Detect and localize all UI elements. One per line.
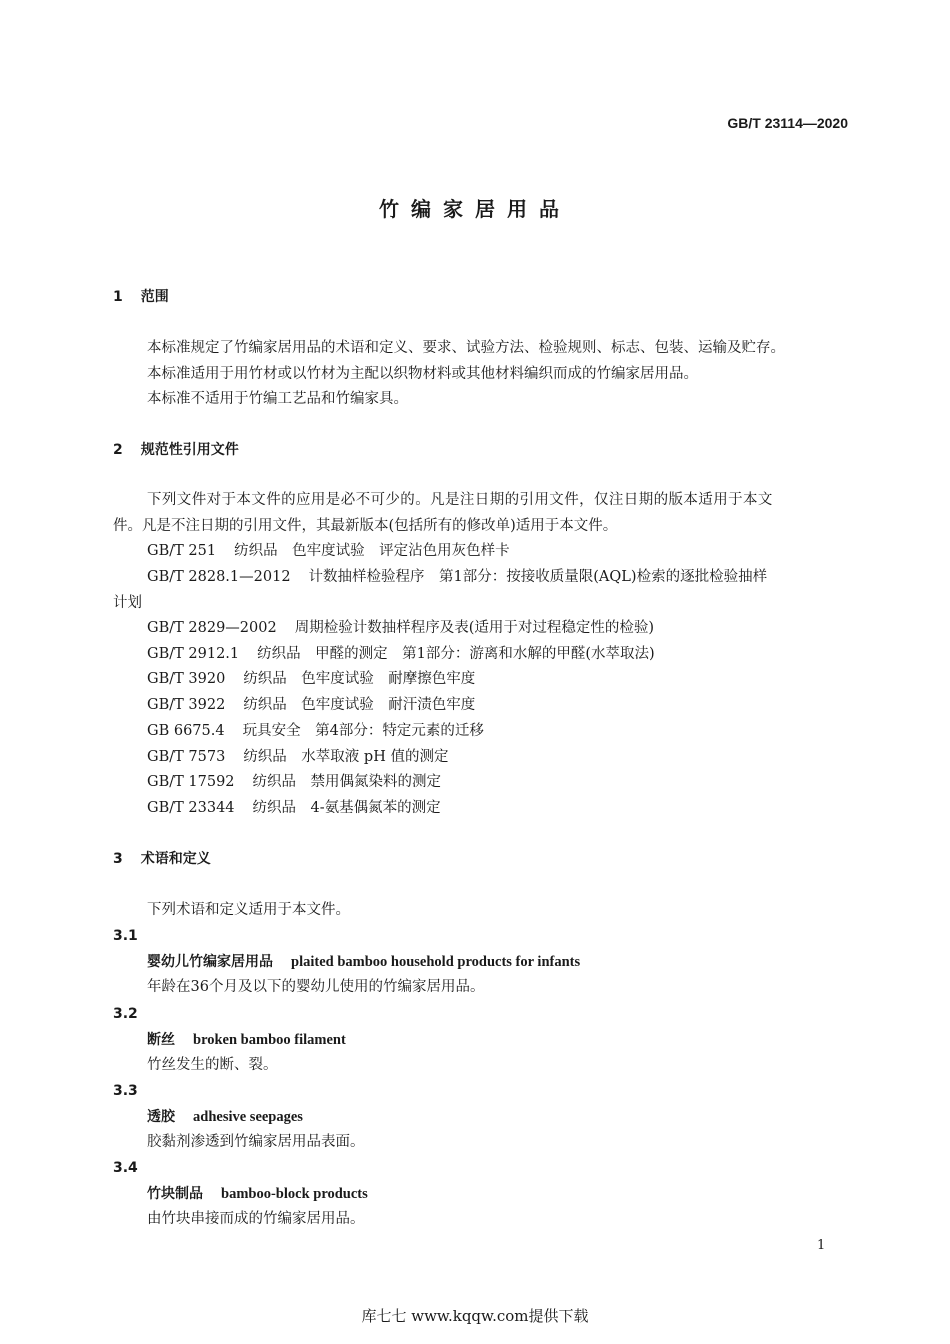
section-3-heading [113,850,211,868]
reference-code: GB/T 23344 [147,800,235,816]
reference-continuation: 计划 [113,595,142,611]
paragraph: 本标准规定了竹编家居用品的术语和定义、要求、试验方法、检验规则、标志、包装、运输及贮存。 [147,340,785,356]
reference-title: 纺织品 禁用偶氮染料的测定 [252,774,442,790]
reference-item [147,722,484,740]
footer-text: 库七七 www.kqqw.com提供下载 [361,1307,589,1325]
reference-item [147,645,655,663]
reference-item [147,568,767,586]
document-title: 竹编家居用品 [379,197,571,221]
reference-title: 纺织品 色牢度试验 耐摩擦色牢度 [243,671,476,687]
reference-code: GB/T 7573 [147,749,226,765]
section-number: 1 [113,289,123,305]
reference-item [147,670,475,688]
reference-title: 计数抽样检验程序 第1部分：按接收质量限(AQL)检索的逐批检验抽样 [308,569,768,585]
term-heading [147,1185,368,1203]
reference-code: GB/T 2829—2002 [147,620,277,636]
reference-title: 纺织品 色牢度试验 耐汗渍色牢度 [243,697,476,713]
paragraph: 件。凡是不注日期的引用文件，其最新版本(包括所有的修改单)适用于本文件。 [113,518,618,534]
term-heading [147,1108,303,1126]
reference-code: GB/T 251 [147,543,217,559]
reference-title: 纺织品 甲醛的测定 第1部分：游离和水解的甲醛(水萃取法) [257,646,655,662]
section-title: 术语和定义 [140,851,211,867]
standard-number: GB/T 23114—2020 [727,115,848,131]
reference-item [147,619,654,637]
term-zh: 竹块制品 [147,1186,203,1202]
reference-item [147,773,441,791]
section-number: 3 [113,851,123,867]
reference-code: GB/T 3920 [147,671,226,687]
reference-item [147,748,448,766]
reference-title: 纺织品 水萃取液 pH 值的测定 [243,749,449,765]
term-number: 3.3 [113,1083,138,1099]
term-definition: 由竹块串接而成的竹编家居用品。 [147,1211,365,1227]
term-zh: 断丝 [147,1032,175,1048]
term-en: broken bamboo filament [193,1032,346,1048]
section-title: 规范性引用文件 [140,442,239,458]
term-number: 3.2 [113,1006,138,1022]
section-number: 2 [113,442,123,458]
term-definition: 年龄在36个月及以下的婴幼儿使用的竹编家居用品。 [147,979,485,995]
term-definition: 胶黏剂渗透到竹编家居用品表面。 [147,1134,365,1150]
term-heading [147,953,580,971]
section-title: 范围 [140,289,169,305]
reference-code: GB/T 2912.1 [147,646,240,662]
term-en: bamboo-block products [221,1186,368,1202]
section-1-heading [113,288,169,306]
reference-title: 纺织品 4-氨基偶氮苯的测定 [252,800,441,816]
reference-code: GB/T 17592 [147,774,235,790]
reference-item [147,542,510,560]
paragraph: 本标准不适用于竹编工艺品和竹编家具。 [147,391,408,407]
paragraph: 下列术语和定义适用于本文件。 [147,902,350,918]
reference-title: 纺织品 色牢度试验 评定沾色用灰色样卡 [234,543,510,559]
reference-item [147,696,475,714]
term-heading [147,1031,346,1049]
reference-code: GB 6675.4 [147,723,225,739]
paragraph: 本标准适用于用竹材或以竹材为主配以织物材料或其他材料编织而成的竹编家居用品。 [147,366,698,382]
term-number: 3.1 [113,928,138,944]
term-zh: 婴幼儿竹编家居用品 [147,954,273,970]
reference-code: GB/T 3922 [147,697,226,713]
page-number: 1 [817,1238,826,1253]
term-number: 3.4 [113,1160,138,1176]
paragraph: 下列文件对于本文件的应用是必不可少的。凡是注日期的引用文件，仅注日期的版本适用于本文 [147,492,773,508]
reference-title: 玩具安全 第4部分：特定元素的迁移 [242,723,484,739]
term-en: adhesive seepages [193,1109,303,1125]
term-definition: 竹丝发生的断、裂。 [147,1057,278,1073]
section-2-heading [113,441,239,459]
reference-title: 周期检验计数抽样程序及表(适用于对过程稳定性的检验) [294,620,655,636]
reference-item [147,799,441,817]
reference-code: GB/T 2828.1—2012 [147,569,291,585]
term-zh: 透胶 [147,1109,175,1125]
term-en: plaited bamboo household products for infants [291,954,581,970]
